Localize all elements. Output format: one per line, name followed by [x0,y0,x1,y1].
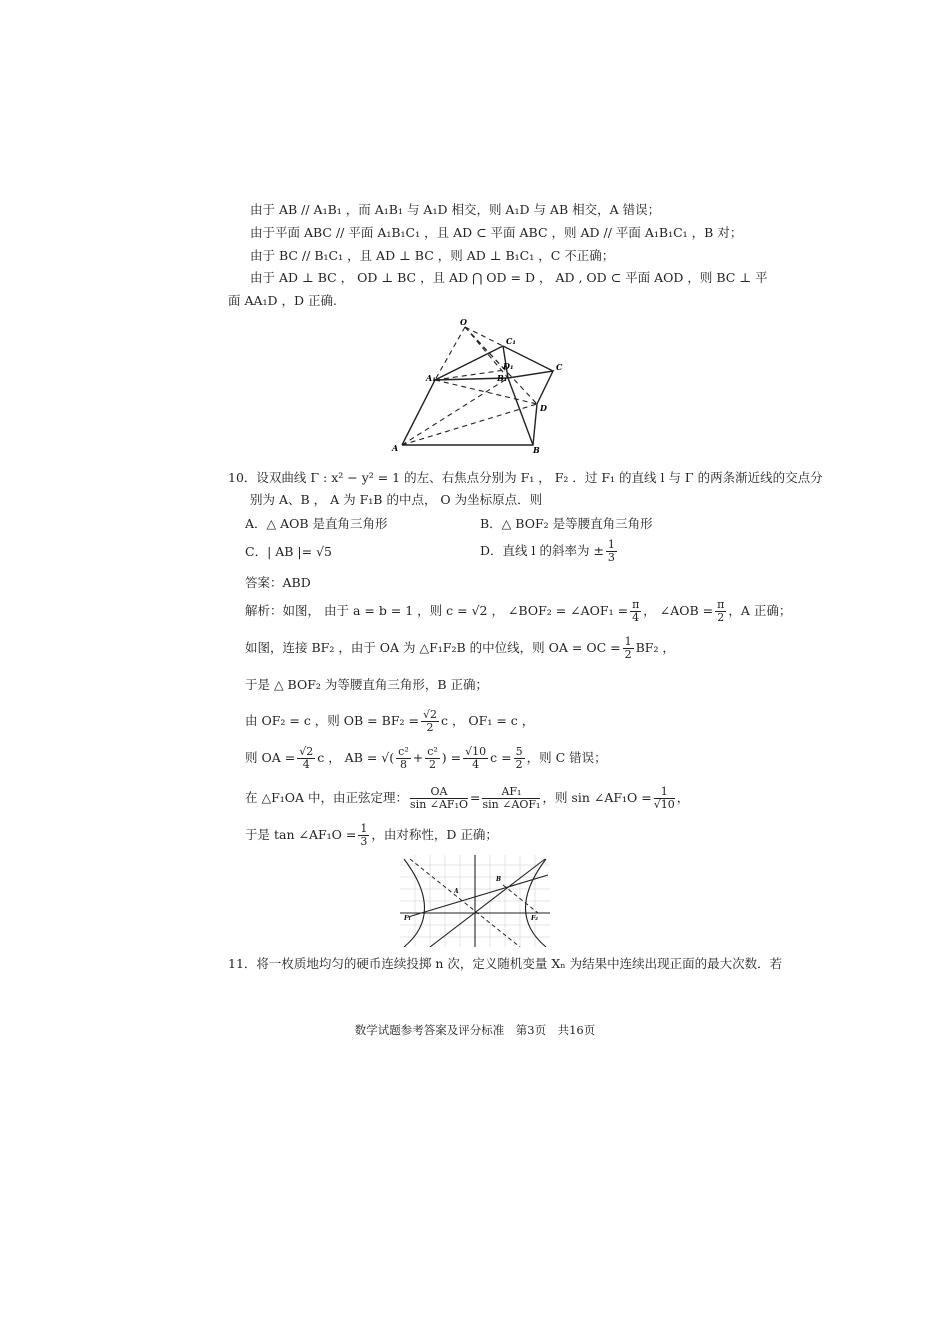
numerator: √2 [299,745,314,758]
text: ， [676,790,690,805]
page-footer: 数学试题参考答案及评分标准 第3页 共16页 [354,1023,596,1037]
numerator: AF₁ [482,786,540,799]
edge-ad [402,404,537,445]
asymptote-1 [430,859,545,947]
q10-option-b: B．△ BOF₂ 是等腰直角三角形 [480,516,653,531]
text: 如图，连接 BF₂ ，由于 OA 为 △F₁F₂B 的中位线，则 OA = OC = [245,640,621,655]
text: = [470,790,481,805]
text: 则 OA = [245,750,296,765]
edge-oc1 [465,327,503,346]
text: 在 △F₁OA 中，由正弦定理： [245,790,409,805]
numerator: OA [410,786,468,799]
fraction [654,786,675,811]
edge-od [465,327,537,404]
q10-stem-1: 10．设双曲线 Γ : x² − y² = 1 的左、右焦点分别为 F₁ ， F₂ ．过 F₁ 的直线 l 与 Γ 的两条渐近线的交点分 [228,470,823,485]
fraction [396,746,411,771]
fraction [715,599,726,624]
label-O: O [460,317,467,327]
numerator: √2 [422,708,437,721]
prism-figure [390,315,570,455]
text: 由 OF₂ = c ，则 OB = BF₂ = [245,713,419,728]
q10-explain-2 [245,634,675,662]
left-branch [404,859,425,947]
q10-explain-6 [245,782,689,814]
numerator: √10 [465,745,487,758]
text: c ， AB = √( [317,750,395,765]
label-F1: F₁ [404,915,411,922]
text: ， ∠AOB = [643,603,714,618]
text: ) = [441,750,462,765]
fraction [410,786,468,811]
text: 解析：如图， 由于 a = b = 1 ，则 c = √2 ， ∠BOF₂ = ∠AOF₁ = [245,603,629,618]
q10-option-d [480,537,619,565]
fraction [425,746,440,771]
q9-line-5: 面 AA₁D ，D 正确. [228,293,338,308]
fraction [514,746,525,771]
numerator: 1 [654,786,675,799]
q10-explain-4 [245,706,534,736]
q10-answer: 答案：ABD [245,575,311,590]
text: ，则 sin ∠AF₁O = [542,790,652,805]
denominator: 2 [717,611,725,624]
fraction [358,823,369,848]
numerator: 5 [515,745,523,758]
q10-explain-1 [245,597,791,625]
text: ，由对称性，D 正确； [371,827,498,842]
q9-line-4: 由于 AD ⊥ BC ， OD ⊥ BC ，且 AD ⋂ OD = D ， AD , OD ⊂ 平面 AOD ，则 BC ⊥ 平 [250,270,768,285]
edge-b1b [508,378,533,445]
text: 于是 tan ∠AF₁O = [245,827,357,842]
text: ，则 C 错误； [526,750,607,765]
denominator: 2 [426,721,434,734]
label-D: D [540,403,547,413]
prism-solid-edges [402,371,553,445]
label-C: C [556,362,563,372]
denominator: 8 [399,758,407,771]
numerator: 1 [360,822,368,835]
numerator: 1 [607,538,615,551]
fraction [606,539,617,564]
text: BF₂ ， [635,640,675,655]
edge-ab1 [402,378,508,445]
edge-a1c1 [435,346,503,380]
label-C1: C₁ [506,336,516,346]
q9-line-2: 由于平面 ABC // 平面 A₁B₁C₁ ，且 AD ⊂ 平面 ABC ，则 AD // 平面 A₁B₁C₁ ，B 对； [250,225,743,240]
fraction [297,746,315,771]
text: ，A 正确； [728,603,792,618]
q10-explain-5 [245,742,607,774]
denominator: 2 [429,758,436,771]
label-B1: B₁ [497,373,508,383]
q10-explain-7 [245,820,498,850]
q10-explain-3: 于是 △ BOF₂ 为等腰直角三角形，B 正确； [245,677,489,692]
fraction [463,746,488,771]
label-A: A [392,443,399,453]
fraction [421,709,439,734]
denominator: sin ∠AOF₁ [482,798,541,811]
numerator: c² [427,745,438,758]
label-F2: F₂ [531,915,538,922]
numerator: π [717,598,725,611]
q9-line-1: 由于 AB // A₁B₁ ，而 A₁B₁ 与 A₁D 相交，则 A₁D 与 AB 相交，A 错误； [250,202,661,217]
q10-option-d-text: D．直线 l 的斜率为 ± [480,543,604,558]
denominator: 3 [360,835,368,848]
q11-stem: 11．将一枚质地均匀的硬币连续投掷 n 次，定义随机变量 Xₙ 为结果中连续出现正面的最大次数．若 [228,956,783,971]
q10-stem-2: 别为 A、B ， A 为 F₁B 的中点， O 为坐标原点．则 [250,492,543,507]
q10-option-c: C．| AB |= √5 [245,544,333,559]
denominator: 3 [607,551,615,564]
q10-option-a: A．△ AOB 是直角三角形 [245,516,388,531]
label-B: B [496,876,502,883]
fraction [630,599,641,624]
label-A1: A₁ [426,373,436,383]
denominator: 2 [624,648,632,661]
hyperbola-figure [400,855,550,947]
q9-line-3: 由于 BC // B₁C₁ ，且 AD ⊥ BC ，则 AD ⊥ B₁C₁ ，C 不正确； [250,248,615,263]
text: + [412,750,424,765]
denominator: √10 [653,798,675,811]
label-B: B [533,445,540,455]
label-D1: D₁ [503,361,514,371]
asymptote-2 [410,859,520,947]
denominator: 4 [472,758,480,771]
denominator: sin ∠AF₁O [410,798,468,811]
denominator: 2 [515,758,523,771]
fraction [482,786,540,811]
denominator: 4 [302,758,310,771]
label-A: A [454,888,459,895]
numerator: 1 [624,635,632,648]
text: c ， OF₁ = c ， [440,713,535,728]
fraction [623,636,634,661]
numerator: c² [398,745,409,758]
numerator: π [632,598,640,611]
denominator: 4 [632,611,640,624]
text: c = [490,750,512,765]
